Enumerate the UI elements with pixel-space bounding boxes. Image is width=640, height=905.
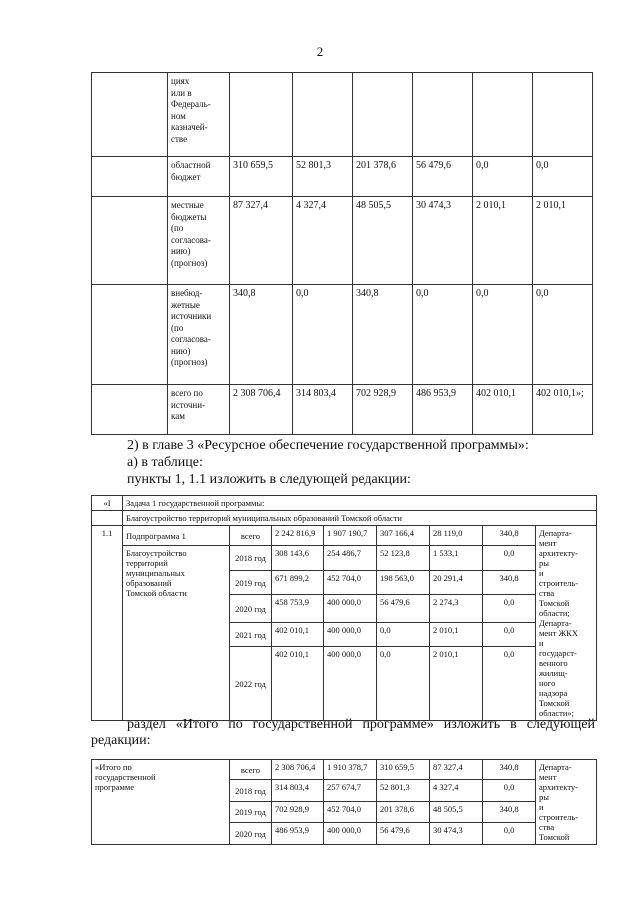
value-cell: 400 000,0 (324, 647, 377, 721)
value-cell: 201 378,6 (353, 157, 413, 197)
period-cell: 2020 год (230, 823, 272, 845)
value-cell: 314 803,4 (272, 780, 324, 802)
table-row (92, 197, 593, 285)
period-cell: 2020 год (230, 595, 272, 623)
table-row (92, 73, 593, 157)
text-line: ства (539, 588, 555, 598)
value-cell: 400 000,0 (324, 595, 377, 623)
text-line: строитель- (539, 812, 579, 822)
period-cell: 2022 год (230, 647, 272, 721)
value-cell: 340,8 (483, 571, 536, 595)
source-label (168, 157, 230, 197)
text-line: и (539, 568, 544, 578)
value-cell: 254 486,7 (324, 546, 377, 571)
text-line: Благоустройство (126, 548, 187, 558)
text-line: государственной (95, 772, 156, 782)
text-line: согласова- (171, 334, 211, 344)
value-cell: 1 533,1 (430, 546, 483, 571)
value-cell: 1 907 190,7 (324, 526, 377, 546)
text-line: надзора (539, 688, 568, 698)
paragraph-total-section: раздел «Итого по государственной программе» изложить в следующей (127, 717, 595, 732)
text-line: внебюд- (171, 288, 203, 298)
value-cell: 402 010,1»; (533, 385, 593, 435)
table-row (92, 385, 593, 435)
value-cell (230, 73, 293, 157)
value-cell: 2 010,1 (533, 197, 593, 285)
period-cell: 2018 год (230, 546, 272, 571)
value-cell: 0,0 (377, 623, 430, 647)
value-cell: 0,0 (483, 647, 536, 721)
total-title (92, 760, 230, 845)
empty-cell (92, 285, 168, 385)
value-cell: 2 010,1 (430, 647, 483, 721)
text-line: «Итого по (95, 762, 132, 772)
text-line: бюджеты (171, 211, 207, 222)
subprogram-name: Подпрограмма 1 (123, 526, 230, 546)
source-label (168, 73, 230, 157)
text-line: Федераль- (171, 99, 211, 109)
period-cell: всего (230, 760, 272, 780)
program-total-table (91, 759, 597, 845)
empty-cell (92, 73, 168, 157)
period-cell: 2018 год (230, 780, 272, 802)
task-number: «I (92, 496, 123, 511)
text-line: территорий (126, 558, 168, 568)
text-line: образований (126, 578, 172, 588)
value-cell: 340,8 (483, 526, 536, 546)
text-line: нию) (171, 246, 191, 256)
text-line: жетные (171, 299, 200, 310)
text-line: мент (539, 772, 557, 782)
value-cell: 400 000,0 (324, 823, 377, 845)
value-cell: 0,0 (473, 157, 533, 197)
period-cell: 2019 год (230, 801, 272, 823)
value-cell: 2 010,1 (430, 623, 483, 647)
text-line: Департа- (539, 618, 572, 628)
empty-cell (92, 157, 168, 197)
value-cell: 201 378,6 (377, 801, 430, 823)
text-line: архитекту- (539, 782, 579, 792)
text-line: Томской (539, 598, 570, 608)
value-cell: 452 704,0 (324, 801, 377, 823)
value-cell: 2 308 706,4 (230, 385, 293, 435)
value-cell: 28 119,0 (430, 526, 483, 546)
value-cell: 0,0 (377, 647, 430, 721)
value-cell: 2 274,3 (430, 595, 483, 623)
value-cell: 0,0 (483, 623, 536, 647)
value-cell: 30 474,3 (430, 823, 483, 845)
table-row (92, 157, 593, 197)
text-line: (прогноз) (171, 357, 208, 367)
value-cell (293, 73, 353, 157)
table-row (92, 760, 597, 780)
text-line: государст- (539, 648, 577, 658)
value-cell: 402 010,1 (473, 385, 533, 435)
responsible-department (536, 760, 597, 845)
empty-cell (92, 197, 168, 285)
text-line: ного (539, 678, 556, 688)
value-cell: 0,0 (533, 285, 593, 385)
value-cell: 2 010,1 (473, 197, 533, 285)
value-cell: 56 479,6 (413, 157, 473, 197)
value-cell: 452 704,0 (324, 571, 377, 595)
value-cell: 402 010,1 (272, 647, 324, 721)
value-cell: 0,0 (483, 595, 536, 623)
text-line: Департа- (539, 762, 572, 772)
text-line: ры (539, 792, 549, 802)
text-line: мент ЖКХ (539, 628, 578, 638)
value-cell: 87 327,4 (430, 760, 483, 780)
value-cell: 340,8 (483, 760, 536, 780)
value-cell: 0,0 (483, 546, 536, 571)
value-cell: 702 928,9 (353, 385, 413, 435)
source-label (168, 285, 230, 385)
text-line: Томской области (126, 588, 187, 598)
value-cell: 0,0 (483, 780, 536, 802)
value-cell: 0,0 (293, 285, 353, 385)
text-line: мент (539, 538, 557, 548)
text-line: бюджет (171, 171, 201, 182)
text-line: циях (171, 76, 190, 86)
value-cell: 310 659,5 (230, 157, 293, 197)
table-row (92, 546, 597, 571)
value-cell: 702 928,9 (272, 801, 324, 823)
period-cell: всего (230, 526, 272, 546)
text-line: ры (539, 558, 549, 568)
value-cell: 30 474,3 (413, 197, 473, 285)
value-cell: 310 659,5 (377, 760, 430, 780)
text-line: и (539, 638, 544, 648)
text-line: казначей- (171, 122, 208, 132)
table-row (92, 285, 593, 385)
text-line: или в (171, 87, 192, 98)
text-line: (по (171, 322, 184, 333)
value-cell: 52 123,8 (377, 546, 430, 571)
value-cell: 458 753,9 (272, 595, 324, 623)
value-cell: 307 166,4 (377, 526, 430, 546)
source-label (168, 197, 230, 285)
text-line: областной (171, 160, 211, 170)
value-cell: 48 505,5 (353, 197, 413, 285)
value-cell: 56 479,6 (377, 595, 430, 623)
text-line: кам (171, 411, 185, 421)
value-cell: 257 674,7 (324, 780, 377, 802)
value-cell: 340,8 (230, 285, 293, 385)
text-line: ном (171, 110, 186, 121)
value-cell: 52 801,3 (293, 157, 353, 197)
row-number: 1.1 (92, 526, 123, 721)
text-line: архитекту- (539, 548, 579, 558)
task-title: Задача 1 государственной программы: (123, 496, 597, 511)
paragraph-edition: редакции: (91, 733, 151, 748)
text-line: области»; (539, 708, 575, 718)
text-line: ства (539, 822, 555, 832)
value-cell: 314 803,4 (293, 385, 353, 435)
resource-table-continuation (91, 72, 593, 435)
text-line: строитель- (539, 578, 579, 588)
value-cell: 48 505,5 (430, 801, 483, 823)
value-cell: 52 801,3 (377, 780, 430, 802)
source-label (168, 385, 230, 435)
paragraph-table: а) в таблице: (127, 455, 203, 470)
value-cell: 400 000,0 (324, 623, 377, 647)
period-cell: 2021 год (230, 623, 272, 647)
value-cell (413, 73, 473, 157)
value-cell: 2 308 706,4 (272, 760, 324, 780)
task-subtitle: Благоустройство территорий муниципальных образований Томской области (123, 511, 597, 526)
value-cell: 0,0 (413, 285, 473, 385)
text-line: местные (171, 200, 204, 210)
value-cell: 4 327,4 (430, 780, 483, 802)
value-cell: 308 143,6 (272, 546, 324, 571)
subprogram-table (91, 495, 597, 721)
text-line: Томской (539, 698, 570, 708)
value-cell: 1 910 378,7 (324, 760, 377, 780)
value-cell: 486 953,9 (272, 823, 324, 845)
text-line: источники (171, 311, 212, 321)
value-cell: 486 953,9 (413, 385, 473, 435)
text-line: (по (171, 223, 184, 233)
empty-cell (92, 385, 168, 435)
value-cell: 0,0 (473, 285, 533, 385)
value-cell: 4 327,4 (293, 197, 353, 285)
value-cell: 198 563,0 (377, 571, 430, 595)
value-cell: 2 242 816,9 (272, 526, 324, 546)
text-line: стве (171, 133, 188, 144)
text-line: муниципальных (126, 568, 185, 578)
table-row (92, 526, 597, 546)
value-cell (353, 73, 413, 157)
value-cell: 340,8 (353, 285, 413, 385)
paragraph-items: пункты 1, 1.1 изложить в следующей редакции: (127, 472, 411, 487)
text-line: венного (539, 658, 568, 668)
value-cell: 402 010,1 (272, 623, 324, 647)
text-line: всего по (171, 388, 203, 398)
value-cell: 671 899,2 (272, 571, 324, 595)
text-line: Департа- (539, 528, 572, 538)
text-line: и (539, 802, 544, 812)
page-number: 2 (316, 44, 324, 59)
value-cell: 87 327,4 (230, 197, 293, 285)
text-line: области; (539, 608, 570, 618)
text-line: (прогноз) (171, 257, 208, 268)
text-line: нию) (171, 345, 191, 356)
text-line: жилищ- (539, 668, 568, 678)
value-cell: 56 479,6 (377, 823, 430, 845)
text-line: согласова- (171, 234, 211, 245)
value-cell (473, 73, 533, 157)
value-cell: 20 291,4 (430, 571, 483, 595)
value-cell: 340,8 (483, 801, 536, 823)
text-line: источни- (171, 399, 206, 410)
period-cell: 2019 год (230, 571, 272, 595)
responsible-department (536, 526, 597, 721)
value-cell: 0,0 (483, 823, 536, 845)
text-line: Томской (539, 832, 570, 842)
subprogram-description (123, 546, 230, 721)
text-line: программе (95, 782, 135, 792)
value-cell (533, 73, 593, 157)
paragraph-chapter3: 2) в главе 3 «Ресурсное обеспечение государственной программы»: (127, 438, 529, 453)
value-cell: 0,0 (533, 157, 593, 197)
